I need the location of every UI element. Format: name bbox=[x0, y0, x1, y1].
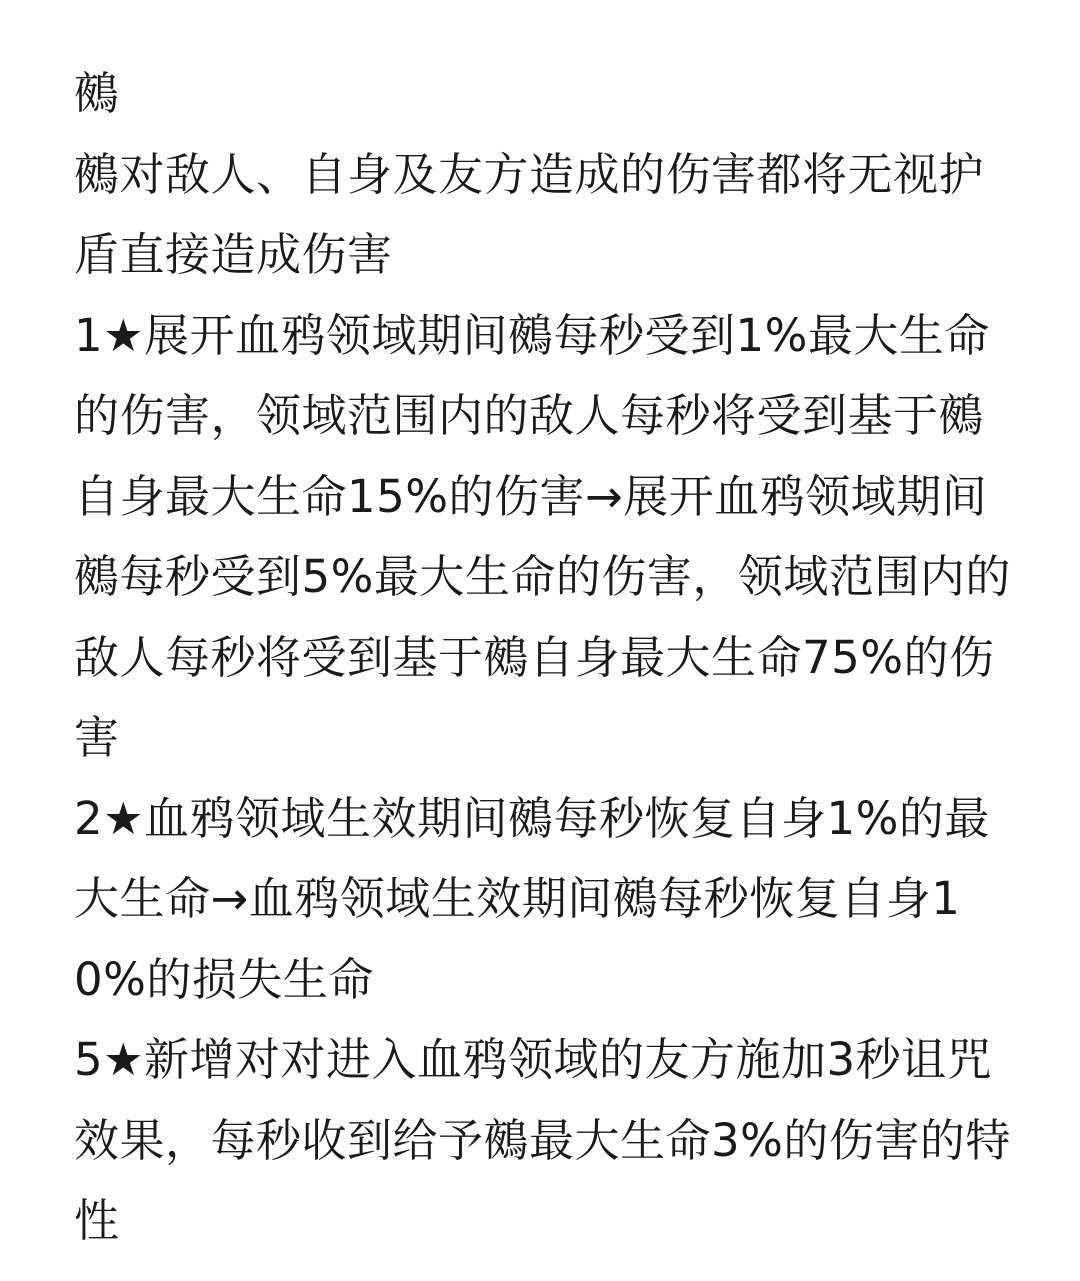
paragraph-star-2: 2★血鸦领域生效期间鵺每秒恢复自身1%的最大生命→血鸦领域生效期间鵺每秒恢复自身10%的损失生命 bbox=[74, 791, 990, 1006]
document-title: 鵺 bbox=[74, 67, 120, 120]
paragraph-star-1: 1★展开血鸦领域期间鵺每秒受到1%最大生命的伤害，领域范围内的敌人每秒将受到基于鵺自身最大生命15%的伤害→展开血鸦领域期间鵺每秒受到5%最大生命的伤害，领域范围内的敌人每秒将受到基于鵺自身最大生命75%的伤害 bbox=[74, 308, 1011, 764]
paragraph-shield-ignore: 鵺对敌人、自身及友方造成的伤害都将无视护盾直接造成伤害 bbox=[74, 147, 985, 281]
paragraph-star-5: 5★新增对对进入血鸦领域的友方施加3秒诅咒效果，每秒收到给予鵺最大生命3%的伤害的特性 bbox=[74, 1033, 1011, 1247]
document-body bbox=[74, 54, 1014, 1262]
